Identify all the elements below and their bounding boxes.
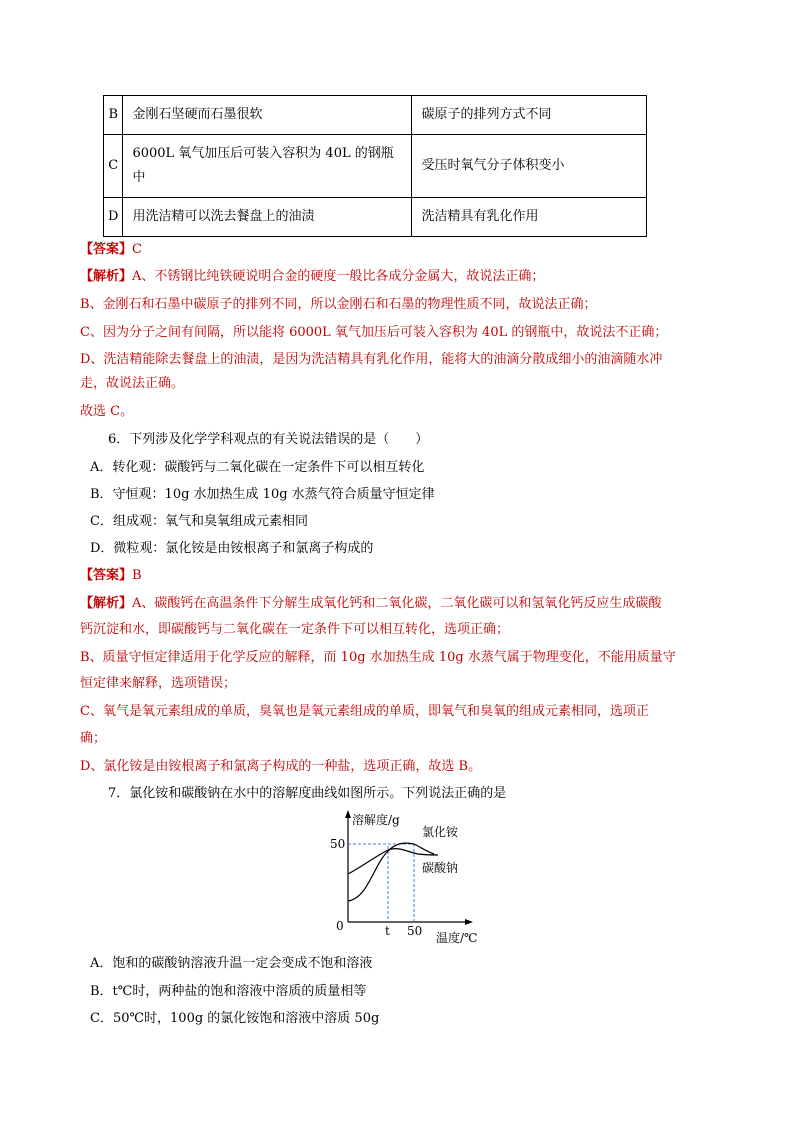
- table-row: [104, 198, 647, 237]
- x-axis-arrow: [465, 919, 473, 925]
- options-table: [103, 95, 647, 237]
- q6-analysis-c1: C、氧气是氧元素组成的单质，臭氧也是氧元素组成的单质，即氧气和臭氧的组成元素相同，选项正: [80, 704, 649, 719]
- y-axis-arrow: [345, 810, 351, 818]
- q7-question: 7．氯化铵和碳酸钠在水中的溶解度曲线如图所示。下列说法正确的是: [108, 786, 507, 801]
- q6-option-d: D．微粒观：氯化铵是由铵根离子和氯离子构成的: [90, 541, 374, 556]
- row-explanation: 受压时氧气分子体积变小: [412, 135, 647, 198]
- q6-option-b: B．守恒观：10g 水加热生成 10g 水蒸气符合质量守恒定律: [90, 487, 435, 502]
- row-statement: 用洗洁精可以洗去餐盘上的油渍: [123, 198, 412, 237]
- q5-analysis-d1: D、洗洁精能除去餐盘上的油渍，是因为洗洁精具有乳化作用，能将大的油滴分散成细小的油滴随水冲: [80, 352, 663, 367]
- table-row: [104, 135, 647, 198]
- series-label-sodium-carbonate: 碳酸钠: [422, 861, 459, 875]
- analysis-text: A、不锈钢比纯铁硬说明合金的硬度一般比各成分金属大，故说法正确；: [132, 269, 545, 284]
- answer-value: B: [132, 568, 142, 583]
- q5-analysis-d2: 走，故说法正确。: [80, 376, 185, 391]
- q6-analysis-b2: 恒定律来解释，选项错误；: [80, 676, 237, 691]
- analysis-tag: 【解析】: [80, 596, 133, 611]
- x-axis-label: 温度/℃: [436, 931, 478, 945]
- y-axis-label: 溶解度/g: [352, 813, 400, 827]
- q6-option-c: C．组成观：氧气和臭氧组成元素相同: [90, 514, 308, 529]
- origin-label: 0: [336, 919, 344, 933]
- q6-question: 6．下列涉及化学学科观点的有关说法错误的是（ ）: [108, 432, 429, 447]
- q5-analysis-b: B、金刚石和石墨中碳原子的排列不同，所以金刚石和石墨的物理性质不同，故说法正确；: [80, 297, 597, 312]
- answer-tag: 【答案】: [80, 242, 133, 257]
- answer-value: C: [132, 242, 142, 257]
- q7-option-b: B．t℃时，两种盐的饱和溶液中溶质的质量相等: [90, 984, 367, 999]
- q5-conclusion: 故选 C。: [80, 404, 134, 419]
- analysis-text: A、碳酸钙在高温条件下分解生成氧化钙和二氧化碳，二氧化碳可以和氢氧化钙反应生成碳酸: [132, 596, 662, 611]
- q6-analysis-a2: 钙沉淀和水，即碳酸钙与二氧化碳在一定条件下可以相互转化，选项正确；: [80, 622, 510, 637]
- row-explanation: 碳原子的排列方式不同: [412, 96, 647, 135]
- row-letter: B: [104, 96, 123, 135]
- answer-tag: 【答案】: [80, 568, 133, 583]
- x-tick-t: t: [385, 924, 390, 938]
- q6-analysis-c2: 确；: [80, 731, 107, 746]
- q5-analysis-c: C、因为分子之间有间隔，所以能将 6000L 氧气加压后可装入容积为 40L 的钢瓶中，故说法不正确；: [80, 325, 668, 340]
- row-letter: D: [104, 198, 123, 237]
- y-tick-50: 50: [330, 837, 346, 851]
- row-statement: 6000L 氧气加压后可装入容积为 40L 的钢瓶中: [123, 135, 412, 198]
- analysis-tag: 【解析】: [80, 269, 133, 284]
- x-tick-50: 50: [407, 924, 423, 938]
- series-label-ammonium-chloride: 氯化铵: [422, 825, 459, 839]
- q6-answer-line: [80, 566, 142, 586]
- q7-option-c: C．50℃时，100g 的氯化铵饱和溶液中溶质 50g: [90, 1011, 380, 1026]
- table-row: [104, 96, 647, 135]
- row-statement: 金刚石坚硬而石墨很软: [123, 96, 412, 135]
- solubility-chart: [318, 806, 488, 946]
- row-explanation: 洗洁精具有乳化作用: [412, 198, 647, 237]
- q5-answer-line: [80, 240, 142, 260]
- q5-analysis-a: [80, 267, 544, 287]
- q6-analysis-d: D、氯化铵是由铵根离子和氯离子构成的一种盐，选项正确，故选 B。: [80, 759, 482, 774]
- q7-option-a: A．饱和的碳酸钠溶液升温一定会变成不饱和溶液: [90, 956, 373, 971]
- q6-analysis-a1: [80, 594, 661, 614]
- q6-analysis-b1: B、质量守恒定律适用于化学反应的解释，而 10g 水加热生成 10g 水蒸气属于物理变化，不能用质量守: [80, 650, 676, 665]
- q6-option-a: A．转化观：碳酸钙与二氧化碳在一定条件下可以相互转化: [90, 460, 425, 475]
- row-letter: C: [104, 135, 123, 198]
